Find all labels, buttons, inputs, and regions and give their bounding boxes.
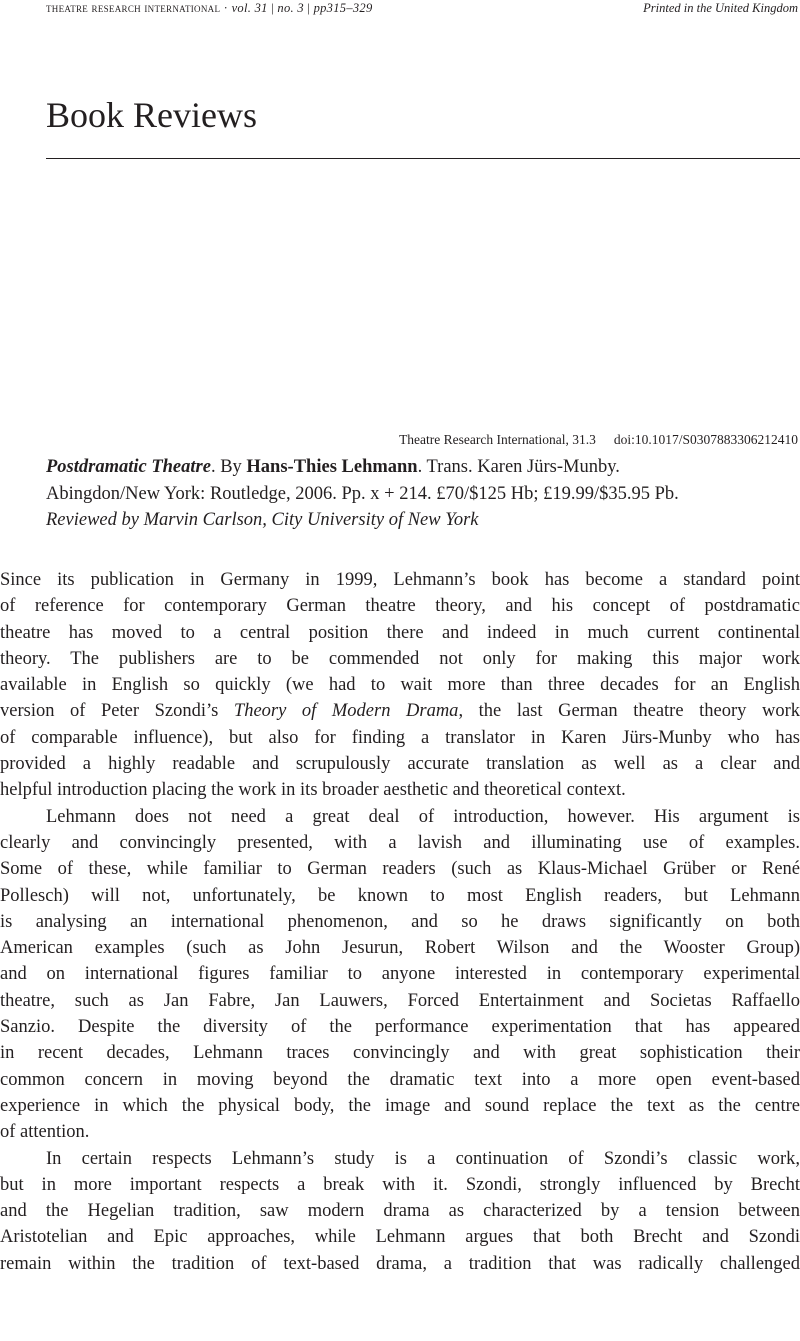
citation-line <box>399 431 798 449</box>
journal-name: theatre research international <box>46 1 221 15</box>
text-line: and on international figures familiar to anyone interested in contemporary experimental <box>0 964 800 985</box>
running-head <box>46 0 800 22</box>
text-line: clearly and convincingly presented, with a lavish and illuminating use of examples. <box>0 832 800 853</box>
text-line: Aristotelian and Epic approaches, while Lehmann argues that both Brecht and Szondi <box>0 1227 800 1248</box>
text-line: In certain respects Lehmann’s study is a continuation of Szondi’s classic work, <box>46 1148 800 1169</box>
text-line: helpful introduction placing the work in its broader aesthetic and theoretical context. <box>0 780 626 801</box>
text-line: Some of these, while familiar to German readers (such as Klaus-Michael Grüber or René <box>0 859 800 880</box>
text-line: provided a highly readable and scrupulously accurate translation as well as a clear and <box>0 754 800 775</box>
text-line: of comparable influence), but also for finding a translator in Karen Jürs-Munby who has <box>0 727 800 748</box>
text-line: in recent decades, Lehmann traces convincingly and with great sophistication their <box>0 1043 800 1064</box>
printed-note: Printed in the United Kingdom <box>643 1 798 15</box>
text-line: of attention. <box>0 1122 90 1143</box>
text-line: theory. The publishers are to be commended not only for making this major work <box>0 648 800 669</box>
book-info <box>46 454 798 534</box>
text-line: remain within the tradition of text-based drama, a tradition that was radically challenged <box>0 1253 800 1274</box>
review-paragraph <box>0 804 800 1146</box>
publication-line: Abingdon/New York: Routledge, 2006. Pp. x + 214. £70/$125 Hb; £19.99/$35.95 Pb. <box>46 483 679 504</box>
divider: | <box>271 1 274 15</box>
book-author: Hans-Thies Lehmann <box>246 457 418 477</box>
doi: doi:10.1017/S0307883306212410 <box>613 432 798 447</box>
text-line: experience in which the physical body, the image and sound replace the text as the centre <box>0 1095 800 1116</box>
running-head-left <box>46 0 373 16</box>
review-paragraph <box>0 1146 800 1277</box>
text-line: Sanzio. Despite the diversity of the performance experimentation that has appeared <box>0 1017 800 1038</box>
divider: | <box>307 1 311 15</box>
volume: vol. 31 <box>231 1 268 15</box>
separator: · <box>220 1 232 15</box>
text-line: but in more important respects a break with it. Szondi, strongly influenced by Brecht <box>0 1174 800 1195</box>
text-line: theatre, such as Jan Fabre, Jan Lauwers, Forced Entertainment and Societas Raffaello <box>0 990 800 1011</box>
text-line: of reference for contemporary German theatre theory, and his concept of postdramatic <box>0 596 800 617</box>
review-paragraph <box>0 567 800 804</box>
book-title-line <box>46 454 798 481</box>
reviewer-line: Reviewed by Marvin Carlson, City University of New York <box>46 510 479 530</box>
pages: pp315–329 <box>313 1 373 15</box>
text-line: Pollesch) will not, unfortunately, be known to most English readers, but Lehmann <box>0 885 800 906</box>
text-line: common concern in moving beyond the dramatic text into a more open event-based <box>0 1069 800 1090</box>
text-line: Lehmann does not need a great deal of introduction, however. His argument is <box>46 806 800 827</box>
journal-reference: Theatre Research International, 31.3 <box>399 432 596 447</box>
translator: . Trans. Karen Jürs-Munby. <box>417 457 620 477</box>
issue: no. 3 <box>277 1 304 15</box>
text-line: Since its publication in Germany in 1999, Lehmann’s book has become a standard point <box>0 570 800 590</box>
italic-title: Theory of Modern Drama <box>233 701 459 722</box>
title-rule <box>46 158 800 159</box>
review-body <box>0 567 800 1277</box>
book-title: Postdramatic Theatre <box>46 457 211 477</box>
text-line: theatre has moved to a central position there and indeed in much current continental <box>0 622 800 643</box>
by-text: . By <box>210 457 247 477</box>
text-line: is analysing an international phenomenon, and so he draws significantly on both <box>0 911 800 932</box>
text-line: available in English so quickly (we had to wait more than three decades for an English <box>0 675 800 696</box>
text-line: version of Peter Szondi’s Theory of Modern Drama, the last German theatre theory work <box>0 701 800 722</box>
section-title: Book Reviews <box>46 95 257 135</box>
text-line: and the Hegelian tradition, saw modern drama as characterized by a tension between <box>0 1201 800 1222</box>
text-line: American examples (such as John Jesurun, Robert Wilson and the Wooster Group) <box>0 938 800 959</box>
